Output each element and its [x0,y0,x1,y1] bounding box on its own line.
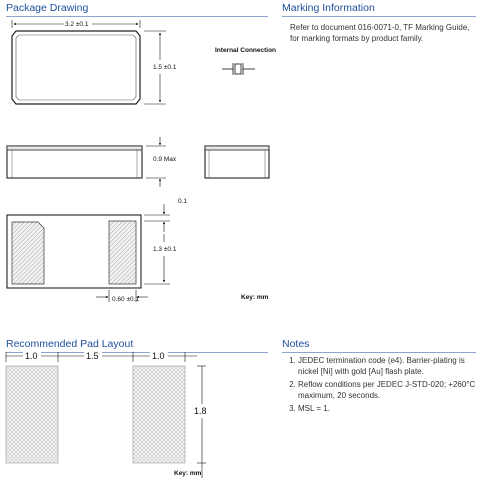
package-bottom-view [7,198,269,303]
package-end-view [205,146,269,178]
note-item-3: 3. MSL = 1. [298,403,476,414]
dim-width: 1.5 ±0.1 [153,64,177,71]
dim-pad-left: 1.0 [25,351,38,361]
package-key: Key: mm [241,294,269,301]
package-drawing-title: Package Drawing [6,2,89,14]
notes-title: Notes [282,338,310,350]
package-side-view [7,137,177,187]
dim-height: 0.9 Max [153,156,177,163]
dim-offset: 0.1 [178,198,188,205]
pad-left [6,366,58,463]
note-item-2: 2. Reflow conditions per JEDEC J-STD-020; +260°C maximum, 20 seconds. [298,379,476,401]
marking-information-text: Refer to document 016-0071-0, TF Marking Guide, for marking formats by product family. [290,23,470,43]
dim-terminal: 0.60 ±0.1 [112,296,140,303]
dim-pad-height: 1.8 [194,406,207,416]
pad-layout-key: Key: mm [174,470,202,477]
note-item-1: 1. JEDEC termination code (e4). Barrier-plating is nickel [Ni] with gold [Au] flash plate. [298,355,476,377]
dim-gap: 1.5 [86,351,99,361]
dim-pad-right: 1.0 [152,351,165,361]
pad-right [133,366,185,463]
pad-layout-title: Recommended Pad Layout [6,338,134,350]
internal-connection-label: Internal Connection [215,47,277,54]
pad-layout-drawing [6,350,207,478]
dim-length: 3.2 ±0.1 [65,21,89,28]
package-top-view [12,20,177,104]
internal-connection-symbol [215,47,276,75]
marking-information-title: Marking Information [282,2,375,14]
dim-width-bottom: 1.3 ±0.1 [153,246,177,253]
